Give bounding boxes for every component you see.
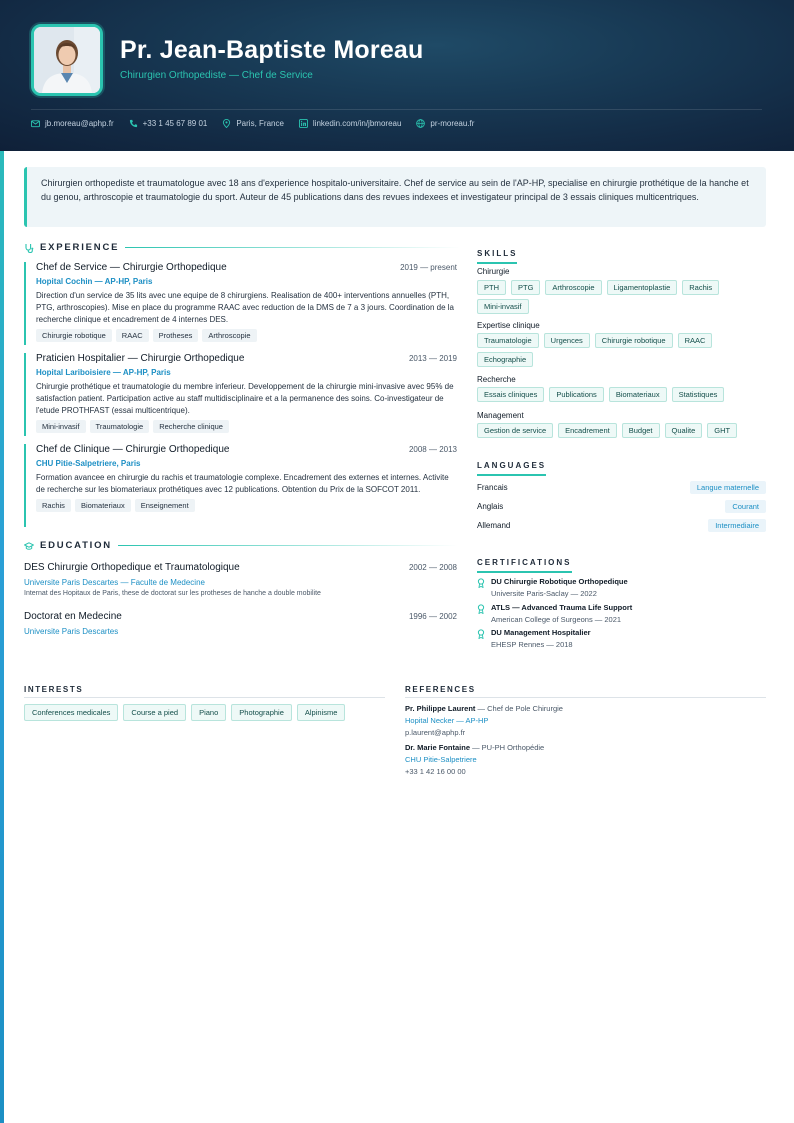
contact-linkedin-text: linkedin.com/in/jbmoreau [312, 119, 402, 128]
person-name: Pr. Jean-Baptiste Moreau [120, 36, 424, 64]
skill-category-label: Management [477, 411, 524, 420]
skill-tag: Statistiques [672, 387, 725, 402]
job-tag: Chirurgie robotique [36, 329, 112, 342]
education-entry [24, 562, 457, 597]
language-level: Courant [725, 500, 766, 513]
linkedin-icon [299, 119, 308, 128]
award-icon [477, 629, 485, 639]
skill-tag: Arthroscopie [545, 280, 601, 295]
interest-tag: Piano [191, 704, 226, 721]
contact-phone[interactable] [129, 119, 208, 128]
reference-name-line [405, 704, 563, 713]
job-tag: RAAC [116, 329, 149, 342]
degree-date: 2002 — 2008 [408, 563, 457, 572]
degree-description: Internat des Hopitaux de Paris, these de doctorat sur les protheses de hanche a double mobilite [24, 590, 321, 597]
graduation-cap-icon [24, 541, 34, 551]
skill-tag: Rachis [682, 280, 719, 295]
degree-title: DES Chirurgie Orthopedique et Traumatologique [24, 562, 240, 573]
skill-tag: Qualite [665, 423, 703, 438]
job-entry [24, 262, 457, 345]
education-title: EDUCATION [40, 540, 112, 551]
skill-tag: PTH [477, 280, 506, 295]
reference-organization: CHU Pitie-Salpetriere [405, 755, 477, 764]
profile-summary: Chirurgien orthopediste et traumatologue avec 18 ans d'experience hospitalo-universitaire. Chef de service au sein de l'AP-HP, specialise en chirurgie prothétique de la hanche et du genou, arthroscopie et traumatologie du sport. Auteur de 45 publications dans des revues indexees et investigateur principal de 3 essais cliniques multicentriques. [24, 167, 766, 227]
contact-email[interactable] [31, 119, 114, 128]
reference-contact[interactable]: p.laurent@aphp.fr [405, 728, 466, 737]
language-row [477, 500, 766, 513]
interest-tags [24, 704, 345, 721]
language-level: Langue maternelle [690, 481, 766, 494]
skills-title: SKILLS [477, 249, 517, 264]
language-name: Allemand [477, 521, 511, 530]
language-row [477, 519, 766, 532]
certification-issuer: American College of Surgeons — 2021 [491, 615, 622, 624]
job-organization: CHU Pitie-Salpetriere, Paris [36, 459, 141, 468]
interest-tag: Course a pied [123, 704, 186, 721]
skill-tag: Chirurgie robotique [595, 333, 673, 348]
job-tag: Arthroscopie [202, 329, 256, 342]
degree-institution: Universite Paris Descartes [24, 627, 119, 636]
certification-name: DU Chirurgie Robotique Orthopedique [491, 577, 628, 586]
contact-website-text: pr-moreau.fr [430, 119, 475, 128]
experience-heading [24, 242, 460, 253]
degree-institution: Universite Paris Descartes — Faculte de Medecine [24, 578, 205, 587]
job-title: Chef de Clinique — Chirurgie Orthopedique [36, 444, 230, 455]
certification-entry [477, 628, 591, 649]
mail-icon [31, 119, 40, 128]
skill-tags [477, 423, 767, 438]
skill-tag: Gestion de service [477, 423, 553, 438]
reference-organization: Hopital Necker — AP-HP [405, 716, 489, 725]
job-tag: Mini-invasif [36, 420, 86, 433]
languages-heading [477, 455, 546, 476]
job-title: Praticien Hospitalier — Chirurgie Orthopedique [36, 353, 245, 364]
job-date: 2019 — present [400, 263, 457, 272]
skill-tag: Biomateriaux [609, 387, 667, 402]
portrait-image [34, 27, 100, 93]
job-tag: Traumatologie [90, 420, 150, 433]
skill-category-label: Expertise clinique [477, 321, 540, 330]
job-tag: Enseignement [135, 499, 195, 512]
job-tags [36, 499, 457, 512]
profile-photo [31, 24, 103, 96]
language-level: Intermediaire [708, 519, 766, 532]
job-description: Formation avancee en chirurgie du rachis et traumatologie complexe. Encadrement des externes et internes. Activite de recherche sur les biomateriaux prothétiques avec 12 publications. Obtention du Prix de la SOFCOT 2011. [36, 473, 449, 494]
skill-tag: GHT [707, 423, 737, 438]
job-entry [24, 444, 457, 527]
skill-tag: Encadrement [558, 423, 617, 438]
skill-tags [477, 280, 767, 314]
header [0, 0, 794, 151]
skill-tag: Echographie [477, 352, 533, 367]
reference-name-line [405, 743, 544, 752]
experience-rule [125, 247, 460, 248]
job-tags [36, 329, 457, 342]
skill-tag: Mini-invasif [477, 299, 529, 314]
job-tags [36, 420, 457, 433]
interest-tag: Conferences medicales [24, 704, 118, 721]
phone-icon [129, 119, 138, 128]
job-tag: Rachis [36, 499, 71, 512]
certification-issuer: Universite Paris-Saclay — 2022 [491, 589, 597, 598]
languages-title: LANGUAGES [477, 461, 546, 476]
skill-category-label: Chirurgie [477, 267, 510, 276]
interests-rule [24, 697, 385, 698]
job-title: Chef de Service — Chirurgie Orthopedique [36, 262, 227, 273]
references-rule [405, 697, 766, 698]
accent-bar [0, 0, 4, 1123]
reference-name: Dr. Marie Fontaine [405, 743, 471, 752]
contact-location [222, 119, 284, 128]
skill-tags [477, 333, 767, 367]
certification-issuer: EHESP Rennes — 2018 [491, 640, 573, 649]
contact-location-text: Paris, France [236, 119, 284, 128]
job-description: Chirurgie prothétique et traumatologie du membre inferieur. Developpement de la chirurgie mini-invasive avec 95% de satisfaction patient. Participation active au staff multidisciplinaire et a la permanence des soins. Co-investigateur de l'etude PROTHFAST (essai multicentrique). [36, 382, 454, 415]
skill-tag: PTG [511, 280, 540, 295]
skill-tag: Publications [549, 387, 603, 402]
education-heading [24, 540, 458, 551]
award-icon [477, 578, 485, 588]
contact-phone-text: +33 1 45 67 89 01 [142, 119, 208, 128]
skill-tag: Traumatologie [477, 333, 539, 348]
skill-tag: Essais cliniques [477, 387, 544, 402]
reference-entry [405, 743, 544, 776]
degree-date: 1996 — 2002 [408, 612, 457, 621]
skill-tag: Budget [622, 423, 660, 438]
reference-contact[interactable]: +33 1 42 16 00 00 [405, 767, 466, 776]
job-description: Direction d'un service de 35 lits avec une equipe de 8 chirurgiens. Realisation de 400+ interventions annuelles (PTH, PTG, arthroscopies). Mise en place du programme RAAC avec reduction de la DMS de 7 a 3 jours. Coordination de la recherche clinique et encadrement de 4 internes DES. [36, 291, 454, 324]
job-entry [24, 353, 457, 436]
skill-category-label: Recherche [477, 375, 516, 384]
references-title: REFERENCES [405, 685, 476, 694]
award-icon [477, 604, 485, 614]
globe-icon [416, 119, 425, 128]
skill-tag: Ligamentoplastie [607, 280, 678, 295]
skill-tags [477, 387, 767, 402]
interest-tag: Alpinisme [297, 704, 346, 721]
certification-entry [477, 603, 632, 624]
education-rule [118, 545, 458, 546]
contact-linkedin[interactable] [299, 119, 402, 128]
reference-entry [405, 704, 563, 737]
header-divider [31, 109, 762, 110]
job-title-subtitle: Chirurgien Orthopediste — Chef de Service [120, 70, 313, 81]
job-date: 2008 — 2013 [408, 445, 457, 454]
language-name: Anglais [477, 502, 504, 511]
certifications-title: CERTIFICATIONS [477, 558, 572, 573]
contact-website[interactable] [416, 119, 474, 128]
skill-tag: RAAC [678, 333, 713, 348]
job-tag: Biomateriaux [75, 499, 131, 512]
certification-name: ATLS — Advanced Trauma Life Support [491, 603, 633, 612]
certifications-heading [477, 552, 572, 573]
interest-tag: Photographie [231, 704, 292, 721]
degree-title: Doctorat en Medecine [24, 611, 122, 622]
language-row [477, 481, 766, 494]
skill-tag: Urgences [544, 333, 590, 348]
stethoscope-icon [24, 243, 34, 253]
contact-email-text: jb.moreau@aphp.fr [45, 119, 114, 128]
language-name: Francais [477, 483, 508, 492]
job-date: 2013 — 2019 [408, 354, 457, 363]
certification-entry [477, 577, 628, 598]
interests-title: INTERESTS [24, 685, 84, 694]
education-entry [24, 611, 457, 636]
job-tag: Protheses [153, 329, 199, 342]
job-organization: Hopital Lariboisiere — AP-HP, Paris [36, 368, 171, 377]
reference-role: — PU-PH Orthopédie [470, 743, 545, 752]
experience-title: EXPERIENCE [40, 242, 120, 253]
location-pin-icon [222, 119, 231, 128]
certification-name: DU Management Hospitalier [491, 628, 591, 637]
job-organization: Hopital Cochin — AP-HP, Paris [36, 277, 153, 286]
job-tag: Recherche clinique [153, 420, 229, 433]
contact-bar [31, 119, 474, 128]
reference-role: — Chef de Pole Chirurgie [475, 704, 563, 713]
skills-heading [477, 243, 517, 264]
reference-name: Pr. Philippe Laurent [405, 704, 476, 713]
